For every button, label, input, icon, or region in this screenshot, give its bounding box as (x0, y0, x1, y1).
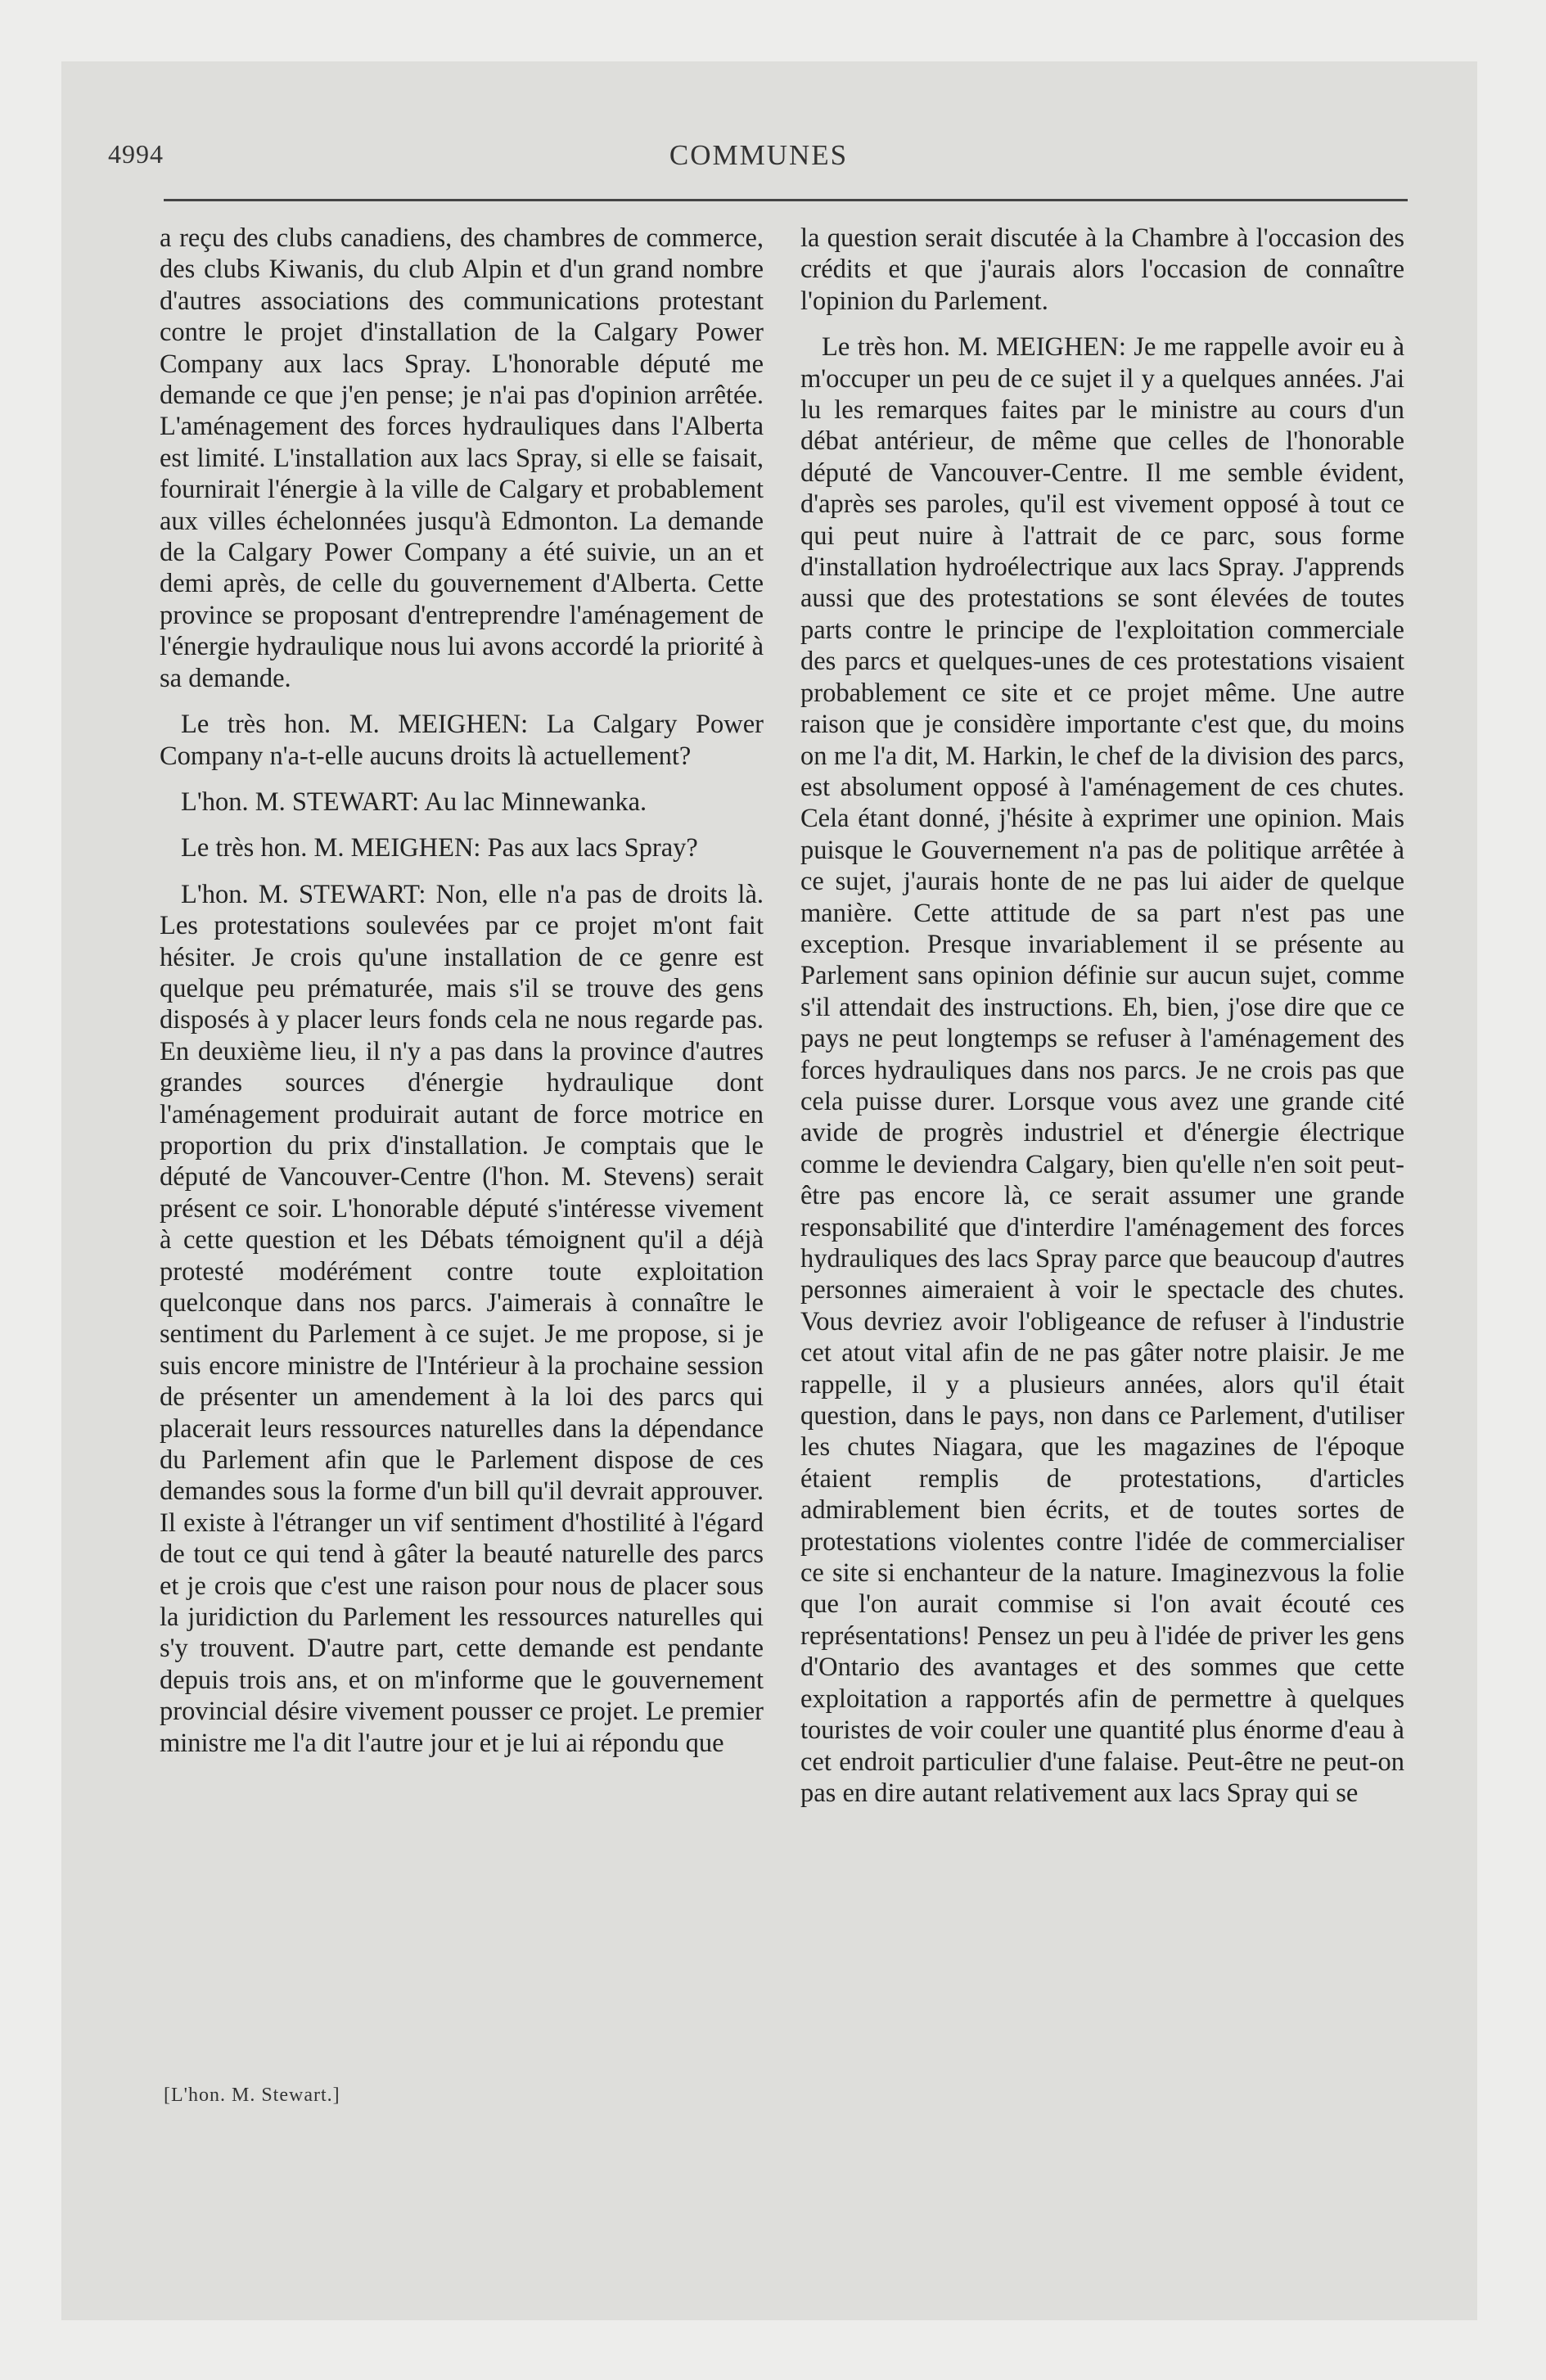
header-rule (164, 199, 1408, 201)
paragraph: L'hon. M. STEWART: Non, elle n'a pas de droits là. Les protestations soulevées par ce projet m'ont fait hésiter. Je crois qu'une installation de ce genre est quelque peu prématurée, mais s'il se trouve des gens disposés à y placer leurs fonds cela ne nous regarde pas. En deuxième lieu, il n'y a pas dans la province d'autres grandes sources d'énergie hydraulique dont l'aménagement produirait autant de force motrice en proportion du prix d'installation. Je comptais que le député de Vancouver-Centre (l'hon. M. Stevens) serait présent ce soir. L'honorable député s'intéresse vivement à cette question et les Débats témoignent qu'il a déjà protesté modérément contre toute exploitation quelconque dans nos parcs. J'aimerais à connaître le sentiment du Parlement à ce sujet. Je me propose, si je suis encore ministre de l'Intérieur à la prochaine session de présenter un amendement à la loi des parcs qui placerait leurs ressources naturelles dans la dépendance du Parlement afin que le Parlement dispose de ces demandes sous la forme d'un bill qu'il devrait approuver. Il existe à l'étranger un vif sentiment d'hostilité à l'égard de tout ce qui tend à gâter la beauté naturelle des parcs et je crois que c'est une raison pour nous de placer sous la juridiction du Parlement les ressources naturelles qui s'y trouvent. D'autre part, cette demande est pendante depuis trois ans, et on m'informe que le gouvernement provincial désire vivement pousser ce projet. Le premier ministre me l'a dit l'autre jour et je lui ai répondu que (160, 879, 764, 1758)
page-header (108, 139, 1409, 188)
running-head: COMMUNES (669, 139, 849, 171)
paragraph: la question serait discutée à la Chambre à l'occasion des crédits et que j'aurais alors l'occasion de connaître l'opinion du Parlement. (800, 223, 1404, 316)
speaker-footer: [L'hon. M. Stewart.] (164, 2085, 340, 2106)
page-number: 4994 (108, 139, 164, 169)
paragraph: a reçu des clubs canadiens, des chambres de commerce, des clubs Kiwanis, du club Alpin et d'un grand nombre d'autres associations des communications protestant contre le projet d'installation de la Calgary Power Company aux lacs Spray. L'honorable député me demande ce que j'en pense; je n'ai pas d'opinion arrêtée. L'aménagement des forces hydrauliques dans l'Alberta est limité. L'installation aux lacs Spray, si elle se faisait, fournirait l'énergie à la ville de Calgary et probablement aux villes échelonnées jusqu'à Edmonton. La demande de la Calgary Power Company a été suivie, un an et demi après, de celle du gouvernement d'Alberta. Cette province se proposant d'entreprendre l'aménagement de l'énergie hydraulique nous lui avons accordé la priorité à sa demande. (160, 223, 764, 693)
paragraph: L'hon. M. STEWART: Au lac Minnewanka. (181, 787, 647, 817)
right-column (800, 223, 1404, 1823)
paragraph: Le très hon. M. MEIGHEN: Pas aux lacs Spray? (181, 833, 698, 863)
left-column (160, 223, 764, 1774)
paragraph: Le très hon. M. MEIGHEN: La Calgary Power Company n'a-t-elle aucuns droits là actuellement? (160, 710, 764, 771)
paragraph: Le très hon. M. MEIGHEN: Je me rappelle avoir eu à m'occuper un peu de ce sujet il y a quelques années. J'ai lu les remarques faites par le ministre au cours d'un débat antérieur, de même que celles de l'honorable député de Vancouver-Centre. Il me semble évident, d'après ses paroles, qu'il est vivement opposé à tout ce qui peut nuire à l'attrait de ce parc, sous forme d'installation hydroélectrique aux lacs Spray. J'apprends aussi que des protestations se sont élevées de toutes parts contre le principe de l'exploitation commerciale des parcs et quelques-unes de ces protestations visaient probablement ce site et ce projet même. Une autre raison que je considère importante c'est que, du moins on me l'a dit, M. Harkin, le chef de la division des parcs, est absolument opposé à l'aménagement de ces chutes. Cela étant donné, j'hésite à exprimer une opinion. Mais puisque le Gouvernement n'a pas de politique arrêtée à ce sujet, j'aurais honte de ne pas lui aider de quelque manière. Cette attitude de sa part n'est pas une exception. Presque invariablement il se présente au Parlement sans opinion définie sur aucun sujet, comme s'il attendait des instructions. Eh, bien, j'ose dire que ce pays ne peut longtemps se refuser à l'aménagement des forces hydrauliques dans nos parcs. Je ne crois pas que cela puisse durer. Lorsque vous avez une grande cité avide de progrès industriel et d'énergie électrique comme le deviendra Calgary, bien qu'elle n'en soit peut-être pas encore là, ce serait assumer une grande responsabilité que d'interdire l'aménagement des forces hydrauliques des lacs Spray parce que beaucoup d'autres personnes aimeraient à voir le spectacle des chutes. Vous devriez avoir l'obligeance de refuser à l'industrie cet atout vital afin de ne pas gâter notre plaisir. Je me rappelle, il y a plusieurs années, alors qu'il était question, dans le pays, non dans ce Parlement, d'utiliser les chutes Niagara, que les magazines de l'époque étaient remplis de protestations, d'articles admirablement bien écrits, et de toutes sortes de protestations violentes contre l'idée de commercialiser ce site si enchanteur de la nature. Imaginezvous la folie que l'on aurait commise si l'on avait écouté ces représentations! Pensez un peu à l'idée de priver les gens d'Ontario des avantages et des sommes que cette exploitation a rapportés afin de permettre à quelques touristes de voir couler une quantité plus énorme d'eau à cet endroit particulier d'une falaise. Peut-être ne peut-on pas en dire autant relativement aux lacs Spray qui se (800, 332, 1404, 1808)
